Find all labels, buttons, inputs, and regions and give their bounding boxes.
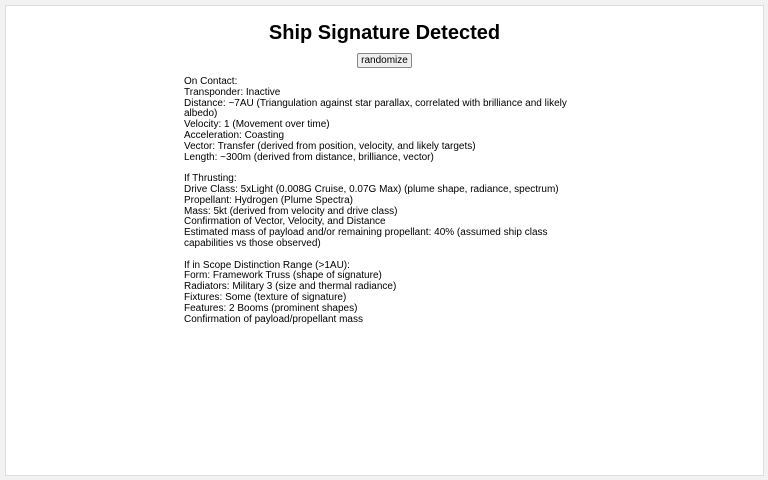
report-line: Confirmation of Vector, Velocity, and Distance — [184, 216, 386, 228]
report-line: Propellant: Hydrogen (Plume Spectra) — [184, 194, 353, 206]
report-line: Features: 2 Booms (prominent shapes) — [184, 302, 358, 314]
report-section — [184, 77, 586, 163]
report-line: Form: Framework Truss (shape of signature) — [184, 270, 382, 282]
report-line: Vector: Transfer (derived from position, velocity, and likely targets) — [184, 140, 476, 152]
report-line: Acceleration: Coasting — [184, 129, 285, 141]
report-line: Estimated mass of payload and/or remaining propellant: 40% (assumed ship class capabilities vs those observed) — [184, 227, 548, 249]
report-section — [184, 261, 586, 326]
report-line: Transponder: Inactive — [184, 86, 281, 98]
report-line: Confirmation of payload/propellant mass — [184, 313, 363, 325]
randomize-button[interactable]: randomize — [357, 53, 412, 68]
report-line: Drive Class: 5xLight (0.008G Cruise, 0.07G Max) (plume shape, radiance, spectrum) — [184, 183, 559, 195]
page-container — [5, 5, 764, 476]
signature-report — [184, 77, 586, 336]
report-line: Mass: 5kt (derived from velocity and drive class) — [184, 205, 398, 217]
report-line: Distance: ~7AU (Triangulation against star parallax, correlated with brilliance and likely albedo) — [184, 97, 567, 120]
report-line: Fixtures: Some (texture of signature) — [184, 291, 347, 303]
report-line: Velocity: 1 (Movement over time) — [184, 119, 330, 131]
report-section — [184, 174, 586, 250]
section-heading: On Contact: — [184, 76, 238, 87]
report-line: Radiators: Military 3 (size and thermal radiance) — [184, 281, 397, 293]
page-title: Ship Signature Detected — [268, 22, 501, 44]
section-heading: If Thrusting: — [184, 173, 237, 185]
section-heading: If in Scope Distinction Range (>1AU): — [184, 259, 350, 271]
report-line: Length: ~300m (derived from distance, brilliance, vector) — [184, 151, 434, 163]
